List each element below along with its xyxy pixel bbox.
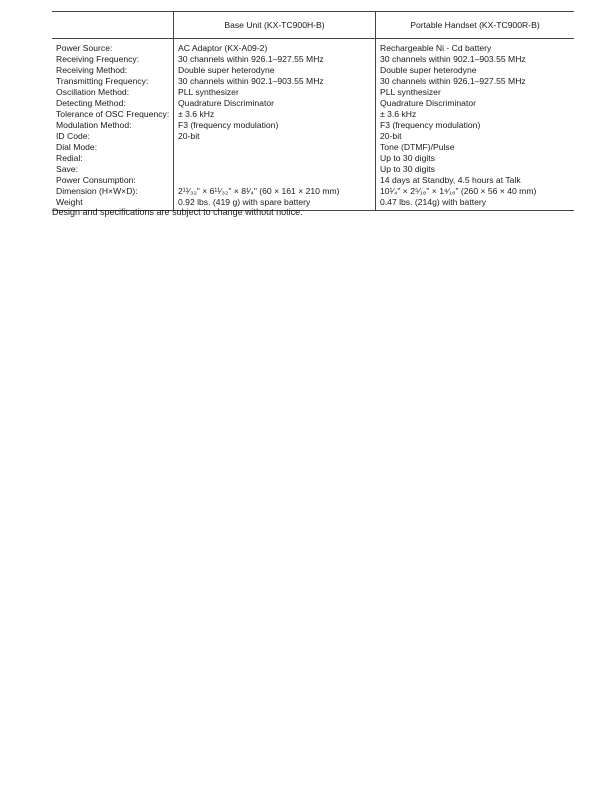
table-row xyxy=(52,54,574,65)
base-unit-value: F3 (frequency modulation) xyxy=(174,120,376,131)
header-label-column xyxy=(52,12,174,39)
spec-label: Transmitting Frequency: xyxy=(56,76,149,86)
handset-value: 0.47 lbs. (214g) with battery xyxy=(376,197,575,211)
handset-value: PLL synthesizer xyxy=(376,87,575,98)
spec-label: Dimension (H×W×D): xyxy=(56,186,138,196)
table-row xyxy=(52,153,574,164)
handset-value: Rechargeable Ni - Cd battery xyxy=(376,39,575,55)
header-portable-handset: Portable Handset (KX-TC900R-B) xyxy=(376,12,575,39)
table-row xyxy=(52,109,574,120)
handset-value: Double super heterodyne xyxy=(376,65,575,76)
base-unit-value: AC Adaptor (KX-A09-2) xyxy=(174,39,376,55)
base-unit-value: Quadrature Discriminator xyxy=(174,98,376,109)
spec-label: Weight xyxy=(56,197,83,207)
spec-label: ID Code: xyxy=(56,131,90,141)
base-unit-value: PLL synthesizer xyxy=(174,87,376,98)
base-unit-value xyxy=(174,164,376,175)
handset-value: Up to 30 digits xyxy=(376,153,575,164)
table-row xyxy=(52,164,574,175)
base-unit-value: 30 channels within 902.1–903.55 MHz xyxy=(174,76,376,87)
spec-label: Receiving Method: xyxy=(56,65,128,75)
table-row xyxy=(52,120,574,131)
disclaimer-note: Design and specifications are subject to change without notice. xyxy=(52,207,303,217)
handset-value: 30 channels within 926.1–927.55 MHz xyxy=(376,76,575,87)
table-header-row xyxy=(52,12,574,39)
table-row xyxy=(52,76,574,87)
base-unit-value: 2¹¹⁄₃₂" × 6¹¹⁄₃₂" × 8¹⁄₄" (60 × 161 × 210 mm) xyxy=(174,186,376,197)
handset-value: ± 3.6 kHz xyxy=(376,109,575,120)
spec-label: Modulation Method: xyxy=(56,120,132,130)
base-unit-value xyxy=(174,153,376,164)
handset-value: 20-bit xyxy=(376,131,575,142)
spec-label: Redial: xyxy=(56,153,83,163)
base-unit-value xyxy=(174,142,376,153)
table-row xyxy=(52,39,574,55)
spec-label: Oscillation Method: xyxy=(56,87,130,97)
base-unit-value: Double super heterodyne xyxy=(174,65,376,76)
spec-label: Dial Mode: xyxy=(56,142,98,152)
table-row xyxy=(52,87,574,98)
spec-label: Save: xyxy=(56,164,78,174)
base-unit-value: 0.92 lbs. (419 g) with spare battery xyxy=(174,197,376,211)
handset-value: 30 channels within 902.1–903.55 MHz xyxy=(376,54,575,65)
table-row xyxy=(52,131,574,142)
base-unit-value xyxy=(174,175,376,186)
table-row xyxy=(52,175,574,186)
base-unit-value: 20-bit xyxy=(174,131,376,142)
handset-value: Quadrature Discriminator xyxy=(376,98,575,109)
spec-label: Receiving Frequency: xyxy=(56,54,140,64)
table-row xyxy=(52,142,574,153)
spec-label: Tolerance of OSC Frequency: xyxy=(56,109,170,119)
header-base-unit: Base Unit (KX-TC900H-B) xyxy=(174,12,376,39)
handset-value: Tone (DTMF)/Pulse xyxy=(376,142,575,153)
specifications-table xyxy=(52,11,574,211)
spec-label: Power Source: xyxy=(56,43,113,53)
handset-value: F3 (frequency modulation) xyxy=(376,120,575,131)
handset-value: Up to 30 digits xyxy=(376,164,575,175)
table-row xyxy=(52,65,574,76)
table-row xyxy=(52,186,574,197)
base-unit-value: ± 3.6 kHz xyxy=(174,109,376,120)
table-row xyxy=(52,98,574,109)
spec-label: Power Consumption: xyxy=(56,175,136,185)
spec-label: Detecting Method: xyxy=(56,98,126,108)
handset-value: 10¹⁄₄" × 2⁵⁄₁₆" × 1⁹⁄₁₆" (260 × 56 × 40 mm) xyxy=(376,186,575,197)
base-unit-value: 30 channels within 926.1–927.55 MHz xyxy=(174,54,376,65)
handset-value: 14 days at Standby, 4.5 hours at Talk xyxy=(376,175,575,186)
